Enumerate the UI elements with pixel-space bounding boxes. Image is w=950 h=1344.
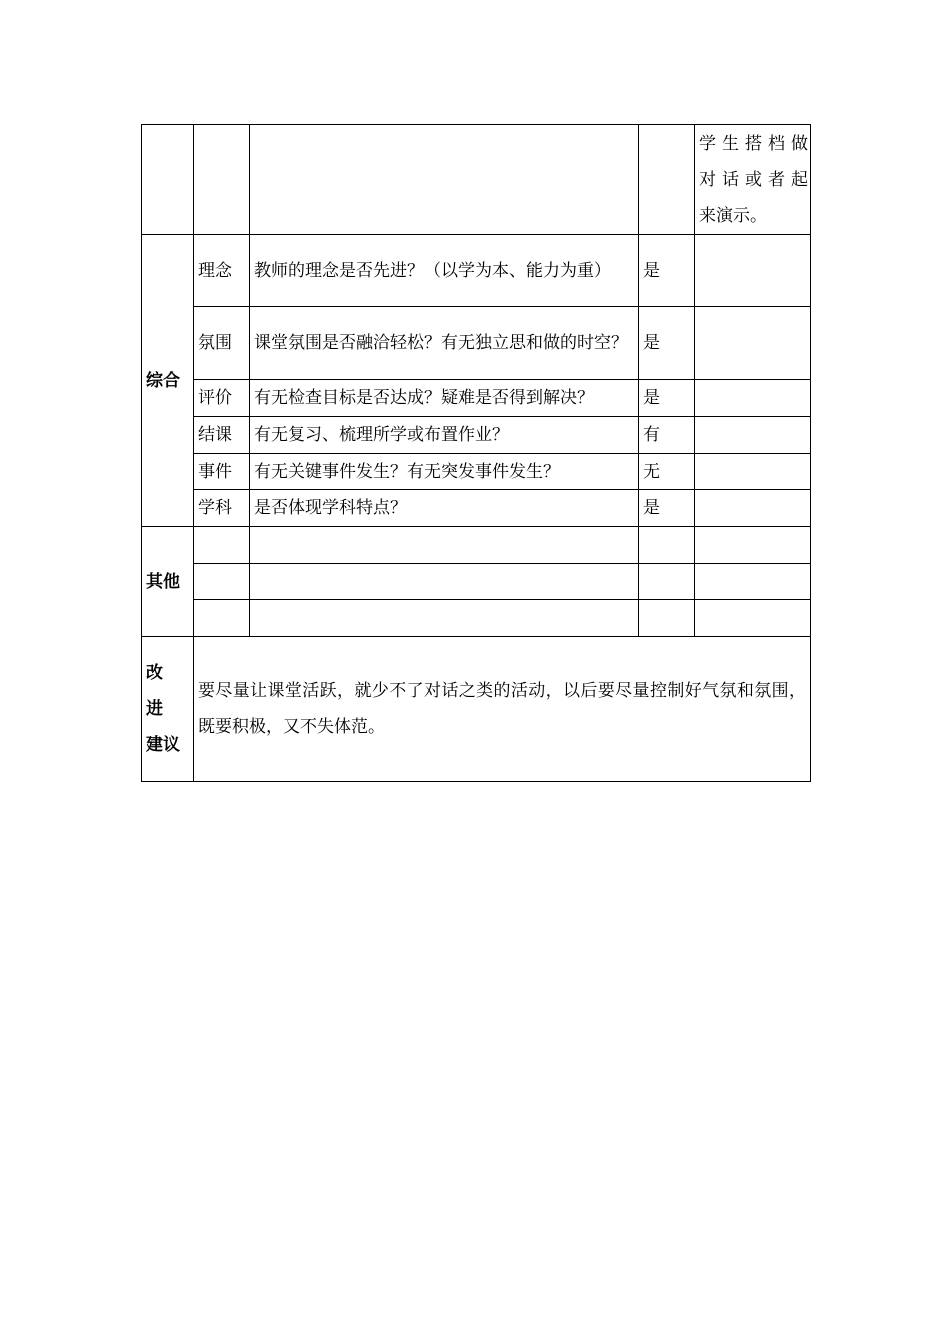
answer-text: 是 (639, 490, 695, 527)
note-cell (695, 380, 811, 417)
empty-cell (695, 527, 811, 564)
answer-text: 是 (639, 380, 695, 417)
empty-cell (695, 564, 811, 600)
empty-cell (194, 600, 250, 637)
empty-cell (194, 564, 250, 600)
question-text: 有无复习、梳理所学或布置作业？ (250, 417, 639, 454)
empty-cell (639, 527, 695, 564)
empty-cell (142, 125, 194, 235)
table-row (142, 600, 811, 637)
question-text: 教师的理念是否先进？（以学为本、能力为重） (250, 235, 639, 307)
empty-cell (250, 600, 639, 637)
note-cell (695, 417, 811, 454)
note-cell (695, 235, 811, 307)
note-cell (695, 490, 811, 527)
improvement-suggestion-text: 要尽量让课堂活跃，就少不了对话之类的活动，以后要尽量控制好气氛和氛围，既要积极，又不失体范。 (194, 637, 811, 782)
section-label-gaijin (142, 637, 194, 782)
answer-text: 是 (639, 235, 695, 307)
empty-cell (250, 564, 639, 600)
table-row (142, 490, 811, 527)
item-label: 评价 (194, 380, 250, 417)
note-cell (695, 454, 811, 490)
section-label-line: 改进 (146, 663, 171, 719)
section-label-qita: 其他 (142, 527, 194, 637)
answer-text: 有 (639, 417, 695, 454)
table-row (142, 307, 811, 380)
table-row (142, 125, 811, 235)
question-text: 有无关键事件发生？有无突发事件发生？ (250, 454, 639, 490)
item-label: 学科 (194, 490, 250, 527)
question-text: 是否体现学科特点？ (250, 490, 639, 527)
answer-text: 无 (639, 454, 695, 490)
table-row (142, 454, 811, 490)
note-line: 来演示。 (699, 205, 767, 226)
item-label: 结课 (194, 417, 250, 454)
table-row (142, 417, 811, 454)
empty-cell (250, 125, 639, 235)
empty-cell (194, 125, 250, 235)
empty-cell (639, 125, 695, 235)
note-cell (695, 125, 811, 235)
empty-cell (639, 600, 695, 637)
note-line: 学生搭档做 (699, 133, 808, 154)
note-cell (695, 307, 811, 380)
question-text: 课堂氛围是否融洽轻松？有无独立思和做的时空？ (250, 307, 639, 380)
item-label: 理念 (194, 235, 250, 307)
note-line: 对话或者起 (699, 169, 808, 190)
section-label-zonghe: 综合 (142, 235, 194, 527)
item-label: 氛围 (194, 307, 250, 380)
empty-cell (695, 600, 811, 637)
answer-text: 是 (639, 307, 695, 380)
table-row (142, 235, 811, 307)
table-row (142, 527, 811, 564)
table-row (142, 637, 811, 782)
table-row (142, 564, 811, 600)
evaluation-table (141, 124, 811, 782)
question-text: 有无检查目标是否达成？疑难是否得到解决？ (250, 380, 639, 417)
section-label-line: 建议 (146, 735, 180, 755)
empty-cell (250, 527, 639, 564)
empty-cell (194, 527, 250, 564)
item-label: 事件 (194, 454, 250, 490)
table-row (142, 380, 811, 417)
empty-cell (639, 564, 695, 600)
